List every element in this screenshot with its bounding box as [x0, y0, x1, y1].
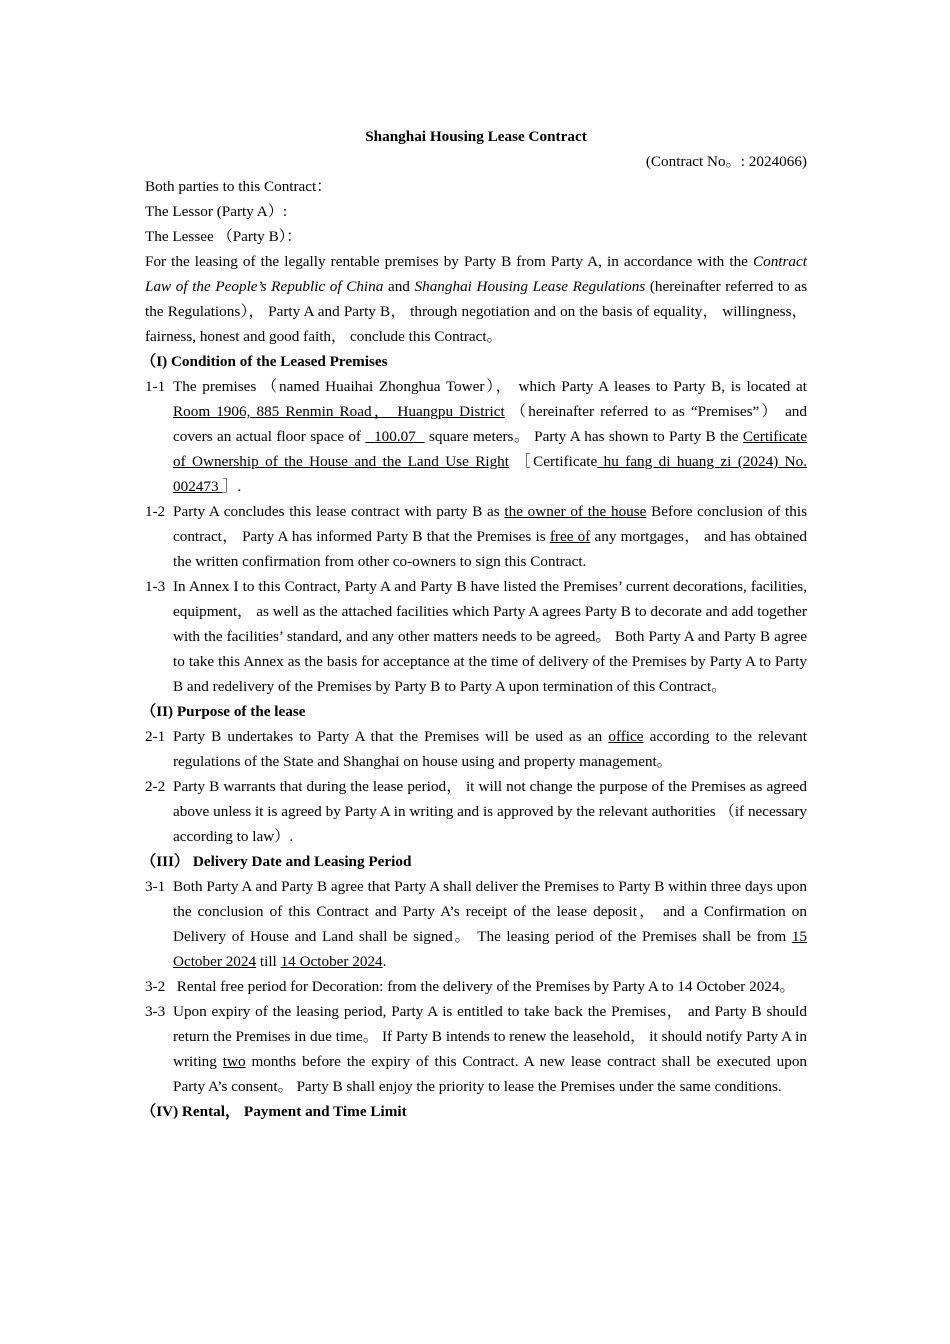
both-parties-line: Both parties to this Contract： — [145, 178, 332, 195]
clause-text: . — [382, 953, 387, 970]
intro-text: (hereinafter referred to as the Regulations）， Party A and Party B， through negotiation and on the basis of equality， willingness， fairness, honest and good faith， conclude this Contract。 — [145, 278, 807, 345]
clause-body — [173, 499, 807, 574]
lease-end-date: 14 October 2024 — [280, 953, 383, 970]
intro-paragraph — [145, 249, 807, 349]
renewal-notice-months: two — [222, 1053, 246, 1070]
clause-number: 2-1 — [145, 728, 166, 745]
section-heading-3: （III） Delivery Date and Leasing Period — [141, 853, 412, 870]
clause-2-1 — [145, 724, 807, 774]
lease-start-date: 15 October 2024 — [173, 928, 807, 970]
section-heading-2: （II) Purpose of the lease — [141, 703, 306, 720]
certificate-name: Certificate of Ownership of the House and the Land Use Right — [173, 428, 807, 470]
lessee-line: The Lessee （Party B）： — [145, 228, 302, 245]
party-a-capacity: the owner of the house — [504, 503, 647, 520]
clause-text: The premises （named Huaihai Zhonghua Tower）， which Party A leases to Party B, is located at — [173, 378, 807, 395]
premises-address: Room 1906, 885 Renmin Road， Huangpu District — [173, 403, 505, 420]
intro-text: For the leasing of the legally rentable premises by Party B from Party A, in accordance with the — [145, 253, 753, 270]
clause-body — [173, 374, 807, 499]
clause-number: 3-3 — [145, 1003, 166, 1020]
clause-text: （hereinafter referred to as “Premises”） and covers an actual floor space of — [173, 403, 807, 445]
clause-body: Rental free period for Decoration: from the delivery of the Premises by Party A to 14 October 2024。 — [173, 978, 795, 995]
clause-number: 3-1 — [145, 878, 166, 895]
clause-number: 1-3 — [145, 578, 166, 595]
clause-text: till — [256, 953, 281, 970]
clause-number: 2-2 — [145, 778, 166, 795]
clause-body — [173, 874, 807, 974]
clause-text: Before conclusion of this contract， Party A has informed Party B that the Premises is — [173, 503, 807, 545]
clause-body — [173, 999, 807, 1099]
floor-area: 100.07 — [365, 428, 425, 445]
clause-number: 1-2 — [145, 503, 166, 520]
clause-1-2 — [145, 499, 807, 574]
clause-text: Party B undertakes to Party A that the Premises will be used as an — [173, 728, 609, 745]
certificate-number: hu fang di huang zi (2024) No. 002473 — [173, 453, 807, 495]
clause-number: 3-2 — [145, 978, 166, 995]
clause-body — [173, 724, 807, 774]
clause-text: ［Certificate — [508, 453, 598, 470]
contract-title: Shanghai Housing Lease Contract — [365, 128, 587, 145]
clause-1-1 — [145, 374, 807, 499]
mortgage-status: free of — [549, 528, 591, 545]
clause-body: In Annex I to this Contract, Party A and Party B have listed the Premises’ current decorations, facilities, equipment， as well as the attached facilities which Party A agrees Party B to decorate and add together with the facilities’ standard, and any other matters needs to be agreed。 Both Party A and Party B agree to take this Annex as the basis for acceptance at the time of delivery of the Premises by Party A to Party B and redelivery of the Premises by Party B to Party A upon termination of this Contract。 — [173, 578, 807, 695]
clause-3-3 — [145, 999, 807, 1099]
clause-text: any mortgages， and has obtained the written confirmation from other co-owners to sign this Contract. — [173, 528, 807, 570]
lessor-line: The Lessor (Party A）: — [145, 203, 288, 220]
clause-3-2 — [145, 974, 807, 999]
contract-number: (Contract No。: 2024066) — [645, 153, 807, 170]
contract-law-title: Contract Law of the People’s Republic of China — [145, 253, 807, 295]
clause-body: Party B warrants that during the lease period， it will not change the purpose of the Premises as agreed above unless it is agreed by Party A in writing and is approved by the relevant authorities （if necessary according to law）. — [173, 778, 807, 845]
document-page — [141, 124, 808, 1124]
clause-2-2 — [145, 774, 807, 849]
clause-text: square meters。 Party A has shown to Party B the — [424, 428, 743, 445]
clause-1-3 — [145, 574, 807, 699]
clause-text: months before the expiry of this Contract. A new lease contract shall be executed upon Party A’s consent。 Party B shall enjoy the priority to lease the Premises under the same conditions. — [173, 1053, 808, 1095]
intro-text: and — [383, 278, 415, 295]
premises-use: office — [608, 728, 644, 745]
section-heading-4: （IV) Rental， Payment and Time Limit — [141, 1103, 407, 1120]
regulations-title: Shanghai Housing Lease Regulations — [414, 278, 646, 295]
clause-number: 1-1 — [145, 378, 166, 395]
clause-3-1 — [145, 874, 807, 974]
clause-text: according to the relevant regulations of the State and Shanghai on house using and property management。 — [173, 728, 807, 770]
clause-text: Both Party A and Party B agree that Party A shall deliver the Premises to Party B within three days upon the conclusion of this Contract and Party A’s receipt of the lease deposit， and a Confirmation on Delivery of House and Land shall be signed。 The leasing period of the Premises shall be from — [173, 878, 807, 945]
section-heading-1: （I) Condition of the Leased Premises — [141, 353, 388, 370]
clause-text: Upon expiry of the leasing period, Party A is entitled to take back the Premises， and Party B should return the Premises in due time。 If Party B intends to renew the leasehold， it should notify Party A in writing — [173, 1003, 807, 1070]
clause-text: ］. — [222, 478, 242, 495]
clause-text: Party A concludes this lease contract with party B as — [173, 503, 505, 520]
